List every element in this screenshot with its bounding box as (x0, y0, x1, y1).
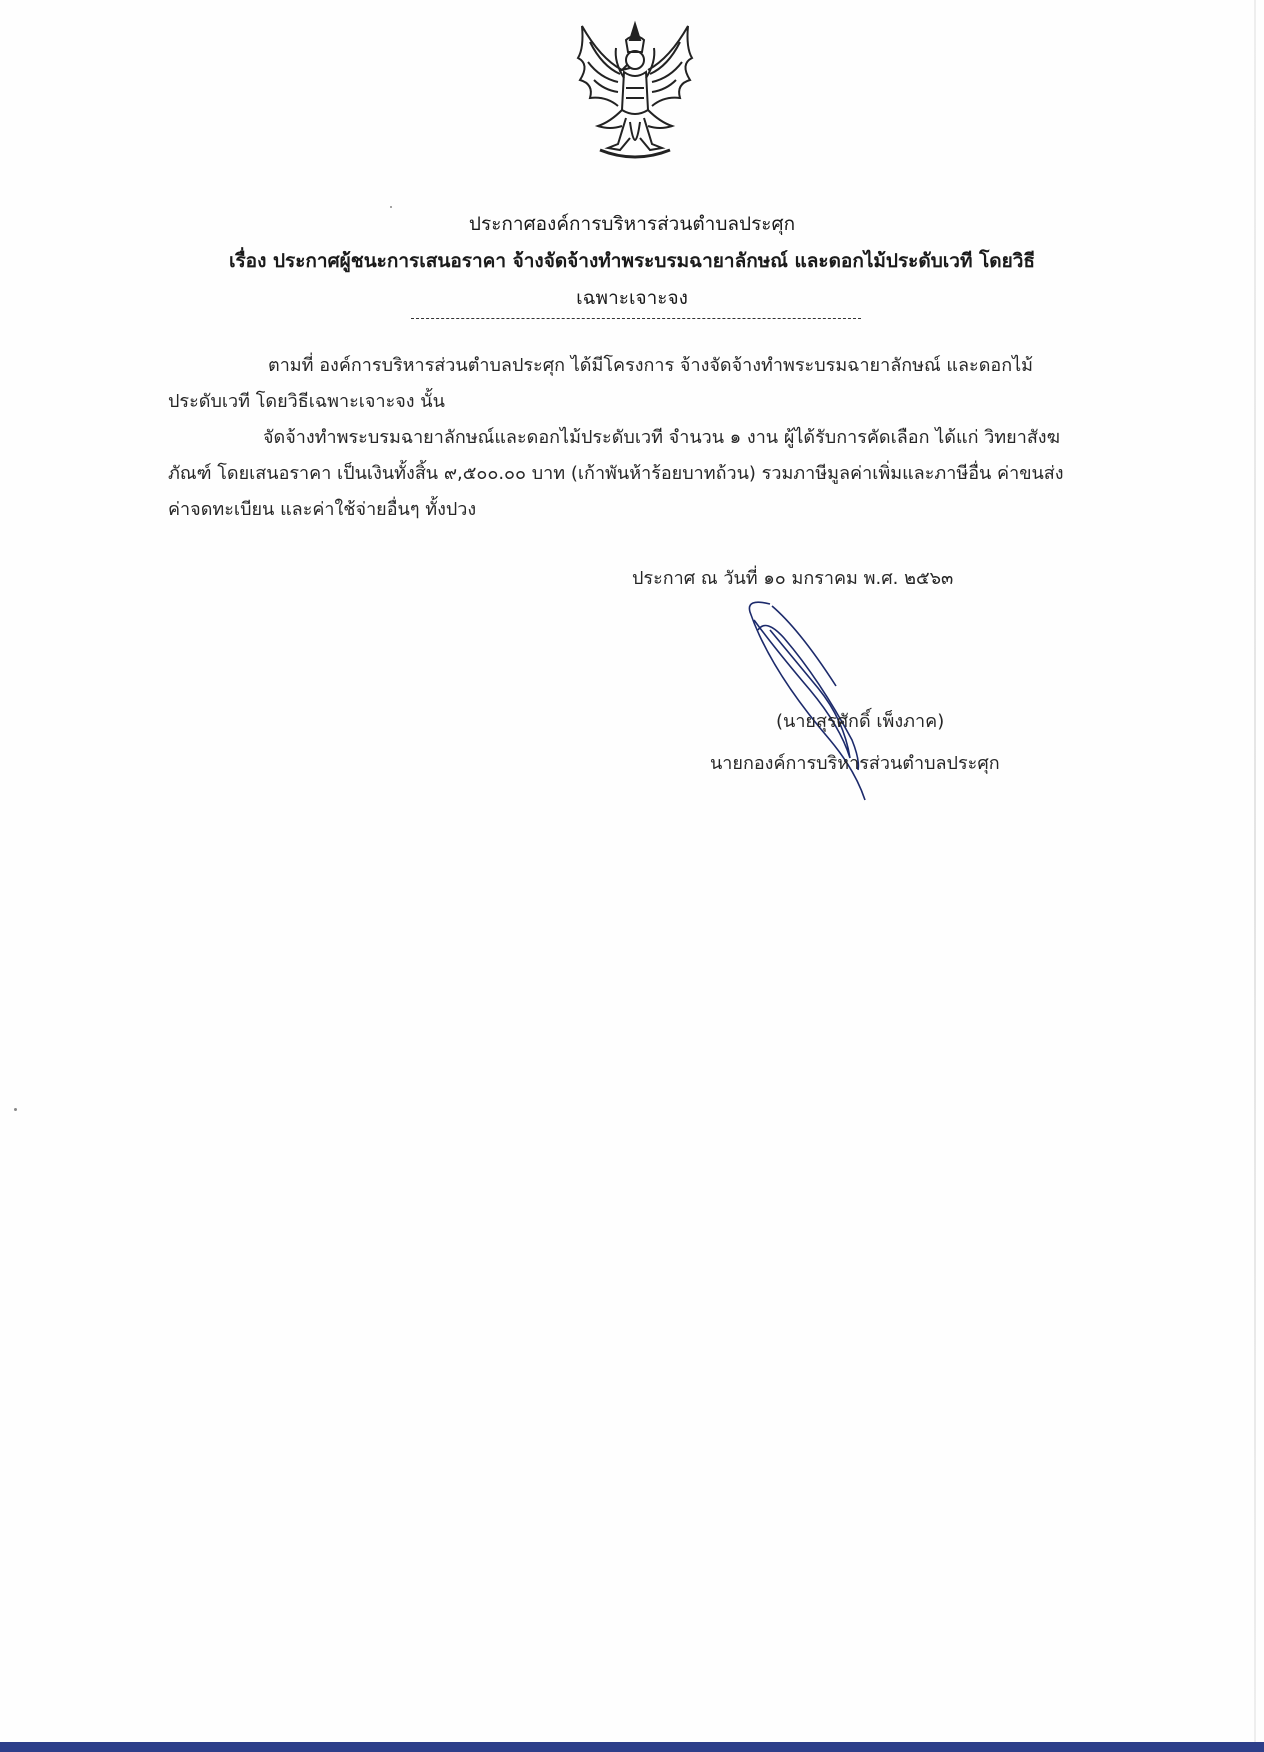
scan-speck (390, 206, 392, 208)
garuda-emblem-icon (560, 18, 710, 168)
body-paragraph-1: ตามที่ องค์การบริหารส่วนตำบลประศุก ได้มีโครงการ จ้างจัดจ้างทำพระบรมฉายาลักษณ์ และดอกไม้ประดับเวที โดยวิธีเฉพาะเจาะจง นั้น (168, 355, 1034, 412)
announcement-date: ประกาศ ณ วันที่ ๑๐ มกราคม พ.ศ. ๒๕๖๓ (632, 568, 954, 589)
announcement-title: ประกาศองค์การบริหารส่วนตำบลประศุก (468, 213, 796, 235)
scan-edge-right (1254, 0, 1256, 1752)
scan-edge-bottom (0, 1742, 1264, 1752)
separator-line (411, 318, 861, 319)
scan-speck (14, 1108, 17, 1111)
handwritten-signature (740, 590, 915, 810)
announcement-subject-continuation: เฉพาะเจาะจง (576, 287, 688, 309)
signatory-name: (นายสุรศักดิ์ เพ็งภาค) (776, 711, 945, 732)
signatory-position: นายกองค์การบริหารส่วนตำบลประศุก (710, 753, 1000, 774)
body-paragraph-2: จัดจ้างทำพระบรมฉายาลักษณ์และดอกไม้ประดับเวที จำนวน ๑ งาน ผู้ได้รับการคัดเลือก ได้แก่ วิทยาสังฆภัณฑ์ โดยเสนอราคา เป็นเงินทั้งสิ้น ๙,๕๐๐.๐๐ บาท (เก้าพันห้าร้อยบาทถ้วน) รวมภาษีมูลค่าเพิ่มและภาษีอื่น ค่าขนส่ง ค่าจดทะเบียน และค่าใช้จ่ายอื่นๆ ทั้งปวง (168, 427, 1064, 520)
announcement-subject: เรื่อง ประกาศผู้ชนะการเสนอราคา จ้างจัดจ้างทำพระบรมฉายาลักษณ์ และดอกไม้ประดับเวที โดยวิธี (228, 250, 1036, 272)
